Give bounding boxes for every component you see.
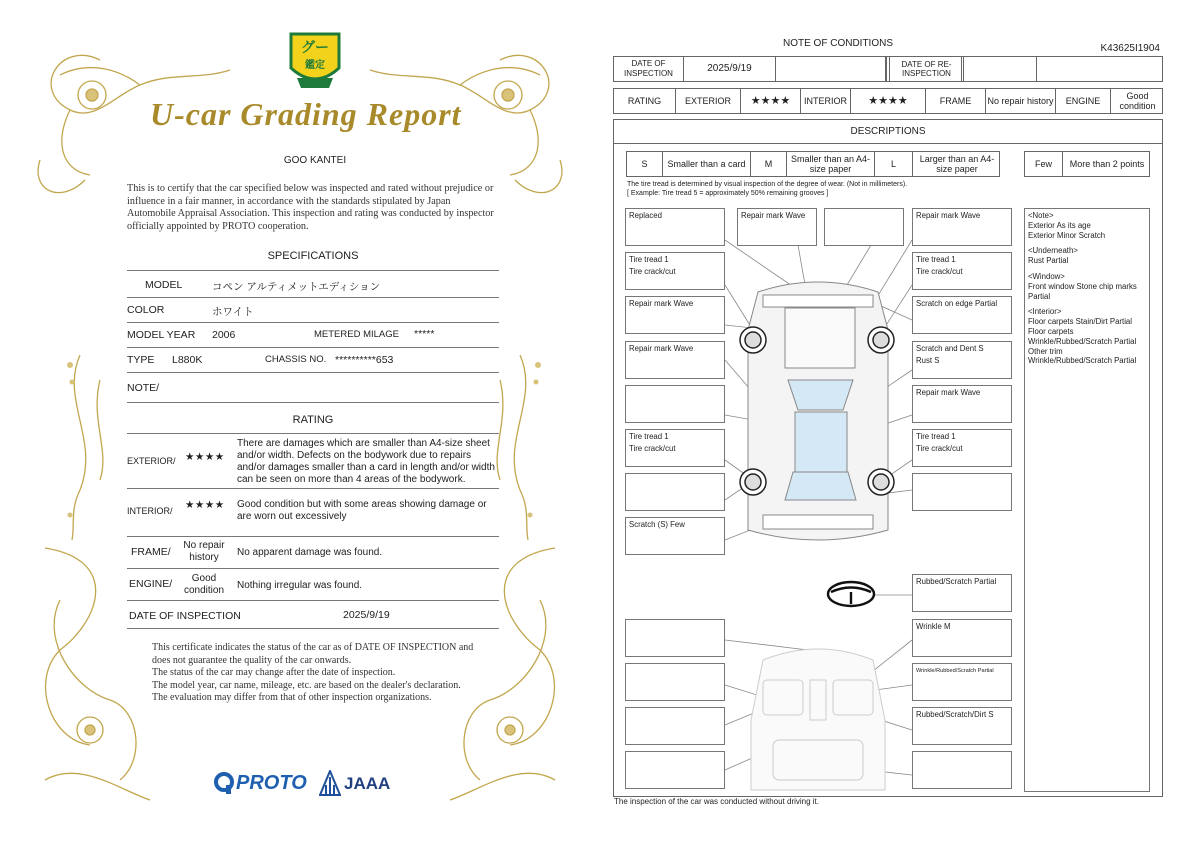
type-value: L880K: [172, 354, 203, 366]
note-line: <Underneath>: [1028, 246, 1078, 256]
interior-label: INTERIOR/: [127, 506, 173, 516]
metered-mileage-value: *****: [414, 328, 435, 340]
interior-damage-label: [912, 574, 1012, 612]
spec-row-model: [127, 270, 499, 298]
damage-label-line: Rust S: [916, 356, 940, 365]
note-line: Floor carpets Stain/Dirt Partial: [1028, 317, 1132, 327]
certificate-subtitle: GOO KANTEI: [283, 155, 347, 166]
damage-label: [912, 341, 1012, 379]
metered-mileage-label: METERED MILAGE: [314, 329, 399, 340]
size-legend: [626, 151, 1000, 177]
damage-label: [625, 385, 725, 423]
tire-tread-note-line: [ Example: Tire tread 5 = approximately 50% remaining grooves ]: [627, 190, 829, 197]
damage-label-line: Replaced: [629, 211, 662, 220]
note-line: Exterior As its age: [1028, 220, 1091, 230]
damage-label: [625, 341, 725, 379]
damage-label: [625, 296, 725, 334]
descriptions-heading: DESCRIPTIONS: [613, 119, 1163, 144]
reference-number: K43625I1904: [1100, 43, 1160, 54]
damage-label-line: Scratch on edge Partial: [916, 299, 998, 308]
jaaa-logo-text: JAAA: [344, 774, 391, 793]
interior-damage-label: [912, 663, 1012, 701]
interior-stars: ★★★★: [185, 499, 225, 511]
damage-label-line: Repair mark Wave: [916, 388, 981, 397]
exterior-stars: ★★★★: [741, 89, 801, 113]
badge-logo-text: グー: [301, 39, 329, 55]
certificate-footer: [152, 642, 482, 705]
date-of-inspection-value: 2025/9/19: [343, 609, 390, 621]
damage-label-line: Tire crack/cut: [629, 444, 676, 453]
damage-label: [625, 517, 725, 555]
damage-label-line: Tire crack/cut: [629, 267, 676, 276]
few-text: More than 2 points: [1069, 159, 1145, 169]
footer-line: The evaluation may differ from that of other inspection organizations.: [152, 692, 432, 703]
specifications-heading: SPECIFICATIONS: [267, 250, 359, 262]
damage-label-line: Repair mark Wave: [741, 211, 806, 220]
exterior-label: EXTERIOR/: [127, 456, 176, 466]
interior-damage-label: [625, 707, 725, 745]
rating-row-engine: [127, 569, 499, 601]
damage-label-line: Tire crack/cut: [916, 267, 963, 276]
damage-label: [912, 385, 1012, 423]
damage-label-line: Repair mark Wave: [629, 299, 694, 308]
damage-label: [625, 473, 725, 511]
date-cell-blank: [776, 57, 886, 81]
certificate-intro: This is to certify that the car specified below was inspected and rated without prejudice or influence in a fair manner, in accordance with the standards stipulated by Japan Automobile Appraisal Association. This inspection and rating was conducted by inspector officially appointed by PROTO cooperation.: [127, 183, 494, 232]
note-line: Other trim Wrinkle/Rubbed/Scratch Partial: [1028, 346, 1137, 366]
footer-line: This certificate indicates the status of the car as of DATE OF INSPECTION and does not guarantee the quality of the car onwards.: [152, 642, 474, 666]
inspection-dates-row: [613, 56, 1163, 82]
proto-logo-icon: [213, 771, 235, 795]
engine-label: ENGINE/: [129, 578, 173, 590]
frame-label: FRAME: [926, 89, 986, 113]
proto-logo-text: PROTO: [236, 772, 307, 794]
spec-row-year: [127, 323, 499, 348]
interior-damage-label: [625, 751, 725, 789]
rating-row: [613, 88, 1163, 114]
note-line: Front window Stone chip marks Partial: [1028, 281, 1137, 301]
rating-label: RATING: [614, 89, 676, 113]
rating-row-exterior: [127, 433, 499, 489]
damage-label: [912, 208, 1012, 246]
conditions-title: NOTE OF CONDITIONS: [783, 38, 893, 49]
note-line: Exterior Minor Scratch: [1028, 230, 1106, 240]
damage-label-line: Scratch (S) Few: [629, 520, 685, 529]
legend-code-l: L: [875, 152, 913, 176]
few-label: Few: [1025, 152, 1063, 176]
exterior-stars: ★★★★: [185, 451, 225, 463]
damage-label-line: Tire tread 1: [916, 432, 956, 441]
color-value: ホワイト: [212, 306, 254, 318]
damage-label-line: Scratch and Dent S: [916, 344, 984, 353]
certificate-title: U-car Grading Report: [150, 96, 462, 132]
damage-label: [625, 429, 725, 467]
damage-label: [625, 252, 725, 290]
frame-description: No apparent damage was found.: [237, 547, 383, 558]
interior-damage-label: [912, 707, 1012, 745]
color-label: COLOR: [127, 304, 165, 316]
rating-row-interior: [127, 489, 499, 537]
model-year-label: MODEL YEAR: [127, 329, 196, 341]
date-inspection-value: 2025/9/19: [684, 57, 776, 81]
exterior-description: There are damages which are smaller than A4-size sheet and/or width. Defects on the bodywork due to repairs and/or damages smaller than a card in length and/or width can be seen on more than 4 areas of the bodywork.: [237, 438, 495, 485]
legend-code-s: S: [627, 152, 663, 176]
model-label: MODEL: [145, 279, 183, 291]
damage-label: [912, 296, 1012, 334]
damage-label: [737, 208, 817, 246]
interior-damage-label: [912, 619, 1012, 657]
damage-label: [824, 208, 904, 246]
interior-damage-label: [625, 619, 725, 657]
date-reinspection-value: [963, 57, 1037, 81]
legend-code-m: M: [751, 152, 787, 176]
footer-line: The status of the car may change after the date of inspection.: [152, 667, 396, 678]
rating-row-frame: [127, 537, 499, 569]
damage-label: [912, 429, 1012, 467]
damage-label: [912, 252, 1012, 290]
frame-value: No repair history: [986, 89, 1056, 113]
note-line: Floor carpets Wrinkle/Rubbed/Scratch Partial: [1028, 326, 1137, 346]
frame-label: FRAME/: [131, 546, 171, 558]
damage-label-line: Tire crack/cut: [916, 444, 963, 453]
damage-label-line: Tire tread 1: [629, 255, 669, 264]
model-year-value: 2006: [212, 329, 236, 341]
notes-panel: [1024, 208, 1150, 792]
tire-tread-note: [627, 180, 907, 198]
date-inspection-label: DATE OF INSPECTION: [614, 57, 684, 81]
note-label: NOTE/: [127, 382, 160, 394]
type-label: TYPE: [127, 354, 155, 366]
engine-label: ENGINE: [1056, 89, 1111, 113]
damage-label: [625, 208, 725, 246]
jaaa-logo-icon: [319, 770, 341, 796]
chassis-label: CHASSIS NO.: [265, 354, 327, 365]
note-line: <Interior>: [1028, 307, 1062, 317]
note-line: <Note>: [1028, 211, 1054, 220]
damage-label-line: Tire tread 1: [916, 255, 956, 264]
exterior-label: EXTERIOR: [676, 89, 741, 113]
damage-label-line: Rubbed/Scratch Partial: [916, 577, 997, 586]
model-value: コペン アルティメットエディション: [212, 281, 381, 293]
damage-label-line: Tire tread 1: [629, 432, 669, 441]
damage-label-line: Repair mark Wave: [916, 211, 981, 220]
note-line: <Window>: [1028, 271, 1065, 281]
inspection-disclaimer: The inspection of the car was conducted without driving it.: [614, 797, 819, 806]
interior-stars: ★★★★: [851, 89, 926, 113]
legend-text-l: Larger than an A4-size paper: [919, 154, 995, 174]
badge-text: 鑑定: [305, 60, 325, 71]
spec-row-note: [127, 373, 499, 403]
engine-description: Nothing irregular was found.: [237, 580, 363, 591]
interior-label: INTERIOR: [801, 89, 851, 113]
tire-tread-note-line: The tire tread is determined by visual inspection of the degree of wear. (Not in millimeters).: [627, 181, 908, 188]
rating-row-date: [127, 601, 499, 629]
date-of-inspection-label: DATE OF INSPECTION: [129, 610, 241, 622]
spec-row-type: [127, 348, 499, 373]
note-line: Rust Partial: [1028, 256, 1069, 266]
damage-label-line: Rubbed/Scratch/Dirt S: [916, 710, 994, 719]
interior-damage-label: [912, 751, 1012, 789]
damage-label-line: Wrinkle M: [916, 622, 951, 631]
engine-value: Good condition: [183, 573, 225, 596]
damage-label-line: Repair mark Wave: [629, 344, 694, 353]
legend-text-s: Smaller than a card: [663, 152, 751, 176]
rating-heading: RATING: [292, 414, 334, 426]
legend-text-m: Smaller than an A4-size paper: [787, 152, 875, 176]
damage-label-line: Wrinkle/Rubbed/Scratch Partial: [916, 668, 994, 674]
engine-value: Good condition: [1119, 91, 1156, 111]
interior-description: Good condition but with some areas showing damage or are worn out excessively: [237, 499, 487, 522]
date-reinspection-label: DATE OF RE-INSPECTION: [889, 57, 963, 81]
frame-value: No repair history: [183, 540, 225, 563]
interior-damage-label: [625, 663, 725, 701]
damage-label: [912, 473, 1012, 511]
spec-row-color: [127, 298, 499, 323]
few-legend: [1024, 151, 1150, 177]
steering-wheel-icon: [828, 582, 874, 606]
chassis-value: **********653: [335, 354, 394, 366]
footer-line: The model year, car name, mileage, etc. are based on the dealer's declaration.: [152, 679, 461, 691]
